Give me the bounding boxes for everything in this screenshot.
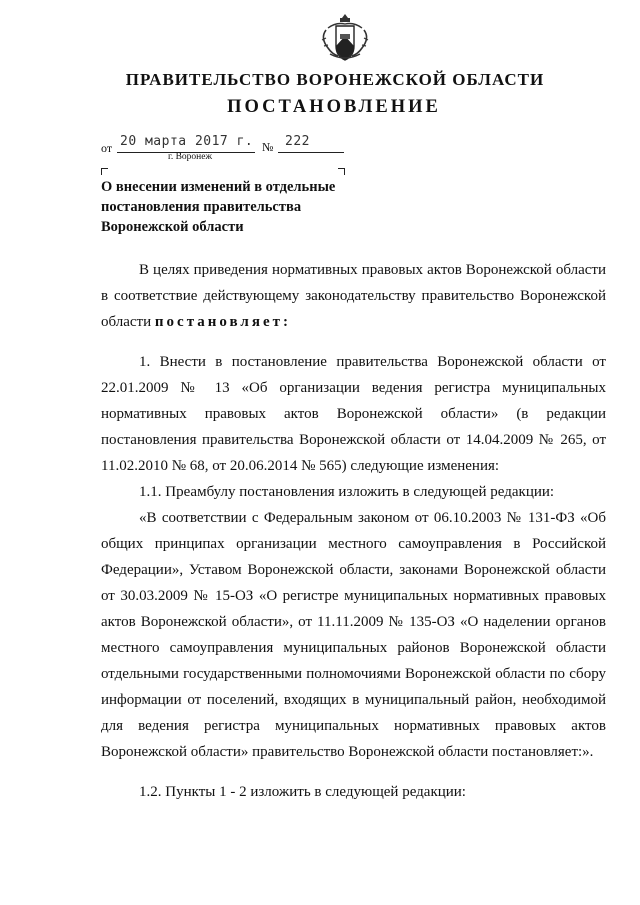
number-underline	[278, 152, 344, 153]
item-1-2: 1.2. Пункты 1 - 2 изложить в следующей редакции:	[139, 784, 466, 800]
corner-bracket-left	[101, 168, 108, 175]
document-date: 20 марта 2017 г.	[120, 134, 254, 149]
subject-line: Воронежской области	[101, 219, 244, 235]
document-type: ПОСТАНОВЛЕНИЕ	[227, 97, 441, 117]
document-subject	[101, 177, 361, 237]
preamble-paragraph	[101, 257, 606, 335]
item-1-1: 1.1. Преамбулу постановления изложить в следующей редакции:	[139, 484, 555, 500]
corner-bracket-right	[338, 168, 345, 175]
subject-line: постановления правительства	[101, 199, 302, 215]
number-prefix: №	[262, 140, 274, 154]
resolves-word: постановляет:	[154, 314, 291, 330]
city-label: г. Воронеж	[168, 152, 213, 162]
document-body	[101, 257, 606, 805]
date-prefix: от	[101, 141, 113, 155]
government-title: ПРАВИТЕЛЬСТВО ВОРОНЕЖСКОЙ ОБЛАСТИ	[125, 70, 545, 89]
document-number: 222	[285, 134, 310, 149]
coat-of-arms-icon	[318, 10, 372, 66]
quoted-preamble: «В соответствии с Федеральным законом от 06.10.2003 № 131-ФЗ «Об общих принципах организации местного самоуправления в Российской Федерации», Уставом Воронежской области, законами Воронежской области от 30.03.2009 № 15-ОЗ «О регистре муниципальных нормативных правовых актов Воронежской области», от 11.11.2009 № 135-ОЗ «О наделении органов местного самоуправления муниципальных районов Воронежской области отдельными государственными полномочиями Воронежской области по сбору информации от поселений, входящих в муниципальный район, необходимой для ведения регистра муниципальных нормативных правовых актов Воронежской области» правительство Воронежской области постановляет:».	[101, 510, 606, 760]
item-1: 1. Внести в постановление правительства Воронежской области от 22.01.2009 № 13 «Об организации ведения регистра муниципальных нормативных правовых актов Воронежской области» (в редакции постановления правительства Воронежской области от 14.04.2009 № 265, от 11.02.2010 № 68, от 20.06.2014 № 565) следующие изменения:	[101, 354, 606, 474]
preamble-text: В целях приведения нормативных правовых актов Воронежской области в соответствие действующему законодательству правительство Воронежской области	[101, 262, 606, 330]
subject-line: О внесении изменений в отдельные	[101, 179, 336, 195]
